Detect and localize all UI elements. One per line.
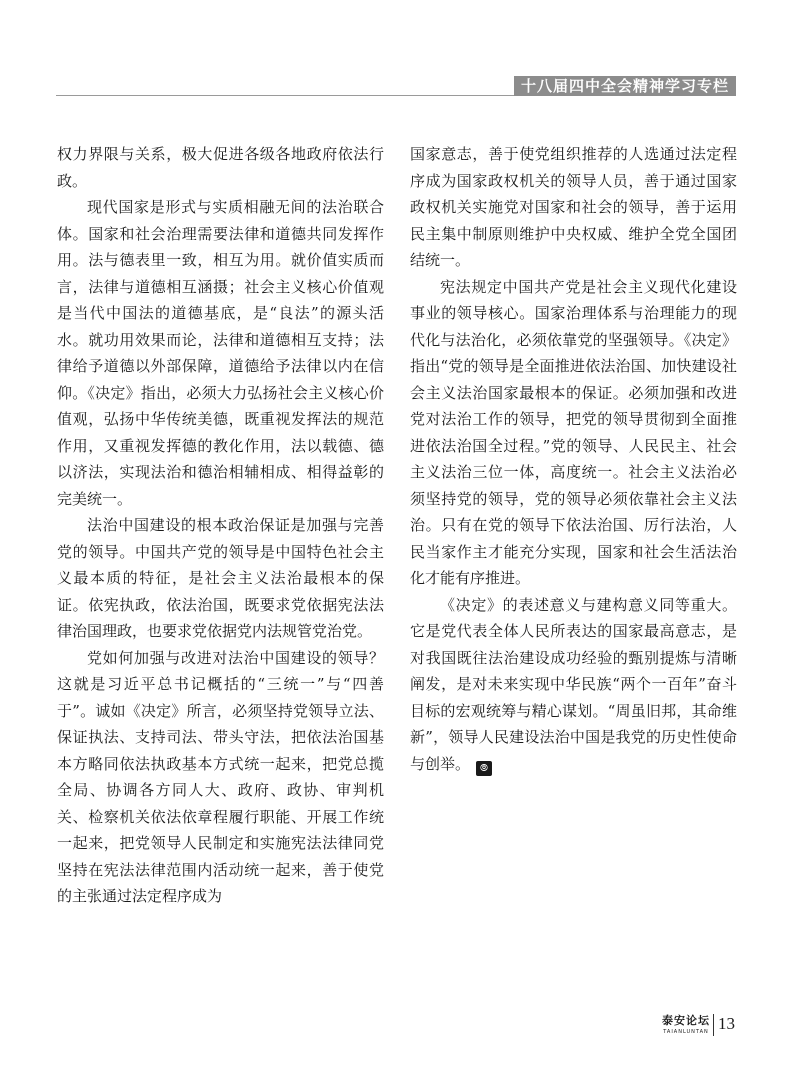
paragraph: 权力界限与关系，极大促进各级各地政府依法行政。 [57,145,384,190]
right-column [410,141,737,777]
paragraph [410,592,737,778]
publication-logo [662,1014,710,1036]
paragraph: 国家意志，善于使党组织推荐的人选通过法定程序成为国家政权机关的领导人员，善于通过国家政权机关实施党对国家和社会的领导，善于运用民主集中制原则维护中央权威、维护全党全国团结统一。 [410,145,737,269]
logo-pinyin-text: TAIANLUNTAN [663,1029,709,1035]
logo-chinese-text: 泰安论坛 [662,1014,710,1027]
footer-divider [713,1014,714,1036]
paragraph: 党如何加强与改进对法治中国建设的领导？这就是习近平总书记概括的“三统一”与“四善于”。诚如《决定》所言，必须坚持党领导立法、保证执法、支持司法、带头守法，把依法治国基本方略同依法执政基本方式统一起来，把党总揽全局、协调各方同人大、政府、政协、审判机关、检察机关依法依章程履行职能、开展工作统一起来，把党领导人民制定和实施宪法法律同党坚持在宪法法律范围内活动统一起来，善于使党的主张通过法定程序成为 [57,648,384,905]
paragraph-text: 《决定》的表述意义与建构意义同等重大。它是党代表全体人民所表达的国家最高意志，是对我国既往法治建设成功经验的甄别提炼与清晰阐发，是对未来实现中华民族“两个一百年”奋斗目标的宏观统筹与精心谋划。“周虽旧邦，其命维新”，领导人民建设法治中国是我党的历史性使命与创举。 [410,595,737,773]
column-banner: 十八届四中全会精神学习专栏 [514,76,736,96]
paragraph: 法治中国建设的根本政治保证是加强与完善党的领导。中国共产党的领导是中国特色社会主义最本质的特征，是社会主义法治最根本的保证。依宪执政，依法治国，既要求党依据宪法法律治国理政，也要求党依据党内法规管党治党。 [57,516,384,640]
page-number: 13 [718,1014,735,1033]
left-column [57,141,384,910]
paragraph: 宪法规定中国共产党是社会主义现代化建设事业的领导核心。国家治理体系与治理能力的现代化与法治化，必须依靠党的坚强领导。《决定》指出“党的领导是全面推进依法治国、加快建设社会主义法治国家最根本的保证。必须加强和改进党对法治工作的领导，把党的领导贯彻到全面推进依法治国全过程。”党的领导、人民民主、社会主义法治三位一体，高度统一。社会主义法治必须坚持党的领导，党的领导必须依靠社会主义法治。只有在党的领导下依法治国、厉行法治，人民当家作主才能充分实现，国家和社会生活法治化才能有序推进。 [410,277,737,587]
paragraph: 现代国家是形式与实质相融无间的法治联合体。国家和社会治理需要法律和道德共同发挥作用。法与德表里一致，相互为用。就价值实质而言，法律与道德相互涵摄；社会主义核心价值观是当代中国法的道德基底，是“良法”的源头活水。就功用效果而论，法律和道德相互支持；法律给予道德以外部保障，道德给予法律以内在信仰。《决定》指出，必须大力弘扬社会主义核心价值观，弘扬中华传统美德，既重视发挥法的规范作用，又重视发挥德的教化作用，法以载德、德以济法，实现法治和德治相辅相成、相得益彰的完美统一。 [57,198,384,508]
end-mark-icon: ⦾ [476,761,492,776]
